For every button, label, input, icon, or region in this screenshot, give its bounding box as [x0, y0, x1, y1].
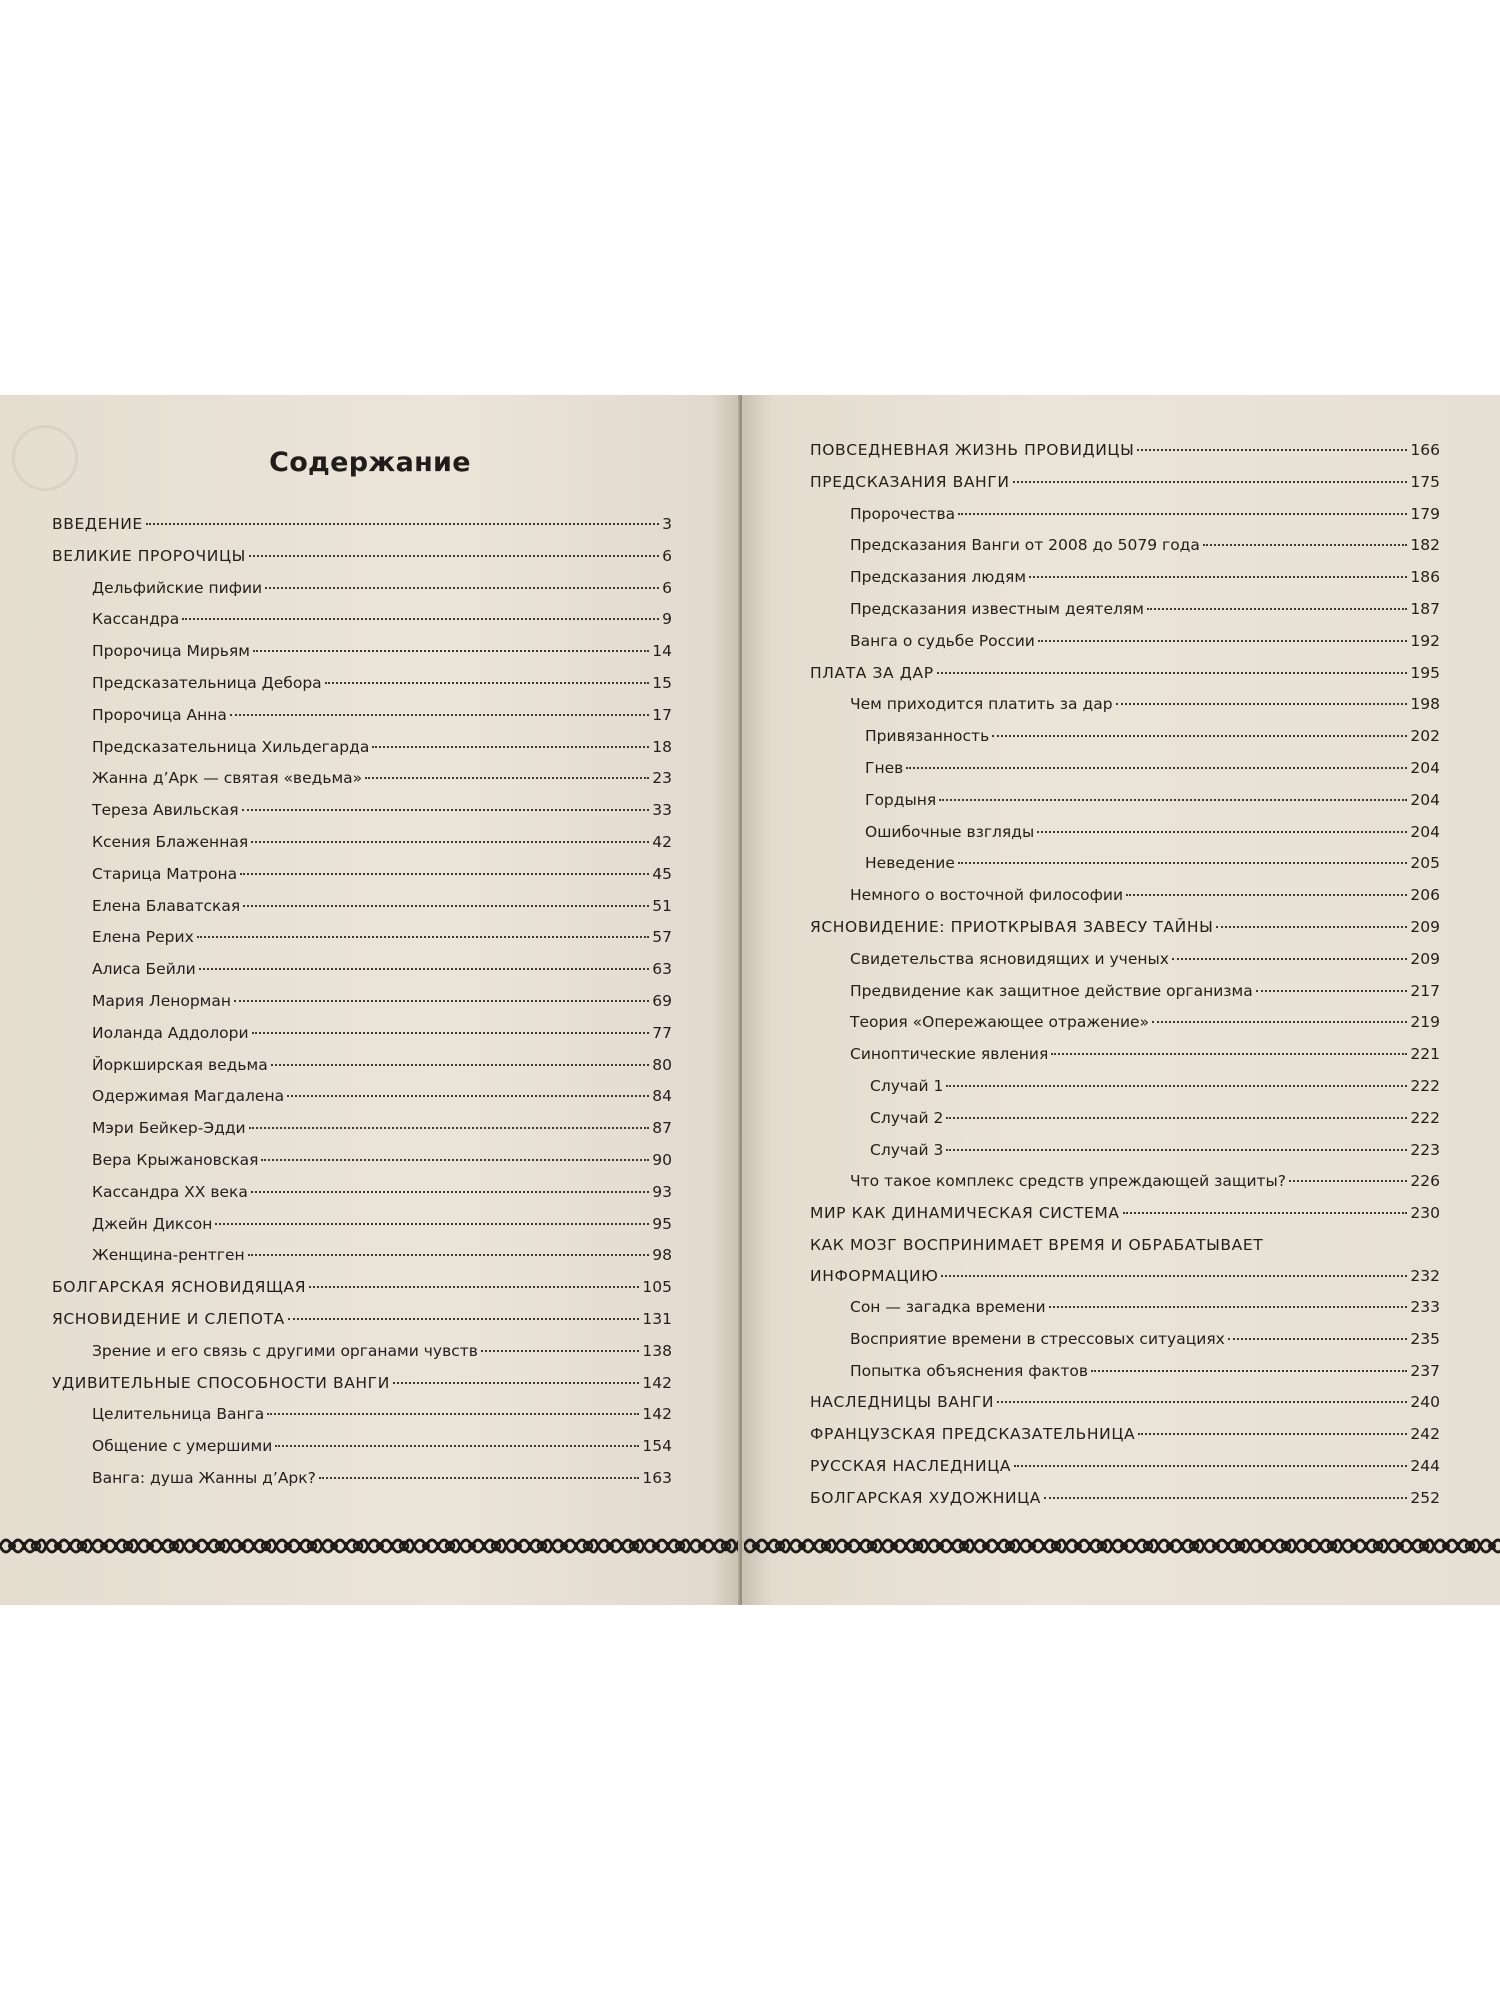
toc-entry-title: Восприятие времени в стрессовых ситуациях [850, 1329, 1225, 1348]
toc-entry [52, 573, 672, 605]
toc-entry [810, 721, 1440, 753]
toc-entry-page-number: 175 [1410, 472, 1440, 491]
leader-dots [1029, 576, 1407, 578]
left-page [0, 395, 740, 1605]
toc-entry [810, 689, 1440, 721]
toc-entry [52, 795, 672, 827]
leader-dots [946, 1117, 1407, 1119]
toc-entry-title: Иоланда Аддолори [92, 1023, 249, 1042]
toc-entry-page-number: 17 [652, 705, 672, 724]
toc-entry-title: ВВЕДЕНИЕ [52, 515, 143, 533]
toc-entry-page-number: 202 [1410, 727, 1440, 746]
leader-dots [146, 523, 659, 525]
leader-dots [252, 1032, 650, 1034]
toc-entry-title: Старица Матрона [92, 864, 238, 883]
toc-entry-title: Кассандра [92, 610, 180, 629]
toc-entry [52, 700, 672, 732]
toc-entry-page-number: 163 [642, 1468, 672, 1487]
page-title: Содержание [269, 447, 471, 478]
toc-entry-page-number: 98 [652, 1246, 672, 1265]
leader-dots [1147, 608, 1407, 610]
toc-entry [52, 1177, 672, 1209]
toc-entry-page-number: 230 [1410, 1204, 1440, 1223]
toc-entry-title: Жанна д’Арк — святая «ведьма» [92, 769, 363, 788]
toc-entry-title: ВЕЛИКИЕ ПРОРОЧИЦЫ [52, 546, 246, 565]
leader-dots [941, 1275, 1407, 1277]
toc-left-column [52, 509, 672, 1495]
toc-entry [810, 1039, 1440, 1071]
toc-entry-title: Вера Крыжановская [92, 1150, 259, 1169]
leader-dots [265, 587, 659, 589]
toc-entry [810, 848, 1440, 880]
toc-entry-title: Предсказания Ванги от 2008 до 5079 года [850, 536, 1200, 555]
leader-dots [249, 555, 659, 557]
toc-entry-page-number: 63 [652, 960, 672, 979]
leader-dots [1256, 990, 1408, 992]
toc-entry-title: Случай 2 [870, 1108, 944, 1127]
toc-entry [52, 1368, 672, 1400]
toc-entry-page-number: 209 [1410, 949, 1440, 968]
toc-entry-page-number: 209 [1410, 917, 1440, 936]
toc-entry-title: Целительница Ванга [92, 1405, 265, 1424]
toc-entry-title: Алиса Бейли [92, 960, 196, 979]
toc-entry-title: Свидетельства ясновидящих и ученых [850, 949, 1169, 968]
leader-dots [240, 873, 649, 875]
toc-entry [810, 912, 1440, 944]
toc-entry-title: Ксения Блаженная [92, 832, 249, 851]
toc-entry-title: ЯСНОВИДЕНИЕ: ПРИОТКРЫВАЯ ЗАВЕСУ ТАЙНЫ [810, 917, 1214, 936]
leader-dots [481, 1350, 640, 1352]
toc-entry-page-number: 237 [1410, 1361, 1440, 1380]
toc-entry-page-number: 252 [1410, 1488, 1440, 1507]
leader-dots [287, 1095, 649, 1097]
toc-entry-page-number: 206 [1410, 886, 1440, 905]
toc-entry-page-number: 204 [1410, 758, 1440, 777]
toc-entry [52, 1050, 672, 1082]
toc-entry [810, 1356, 1440, 1388]
toc-entry [810, 499, 1440, 531]
toc-entry [810, 530, 1440, 562]
leader-dots [365, 777, 649, 779]
leader-dots [939, 799, 1407, 801]
toc-right-column [810, 435, 1440, 1515]
leader-dots [1123, 1212, 1408, 1214]
leader-dots [288, 1318, 640, 1320]
toc-entry-page-number: 204 [1410, 790, 1440, 809]
toc-entry-title: НАСЛЕДНИЦЫ ВАНГИ [810, 1393, 995, 1412]
leader-dots [1038, 640, 1408, 642]
toc-entry-page-number: 182 [1410, 536, 1440, 555]
toc-entry [52, 1336, 672, 1368]
toc-entry-title: Мэри Бейкер-Эдди [92, 1119, 246, 1138]
leader-dots [1203, 544, 1408, 546]
toc-entry-title: ПОВСЕДНЕВНАЯ ЖИЗНЬ ПРОВИДИЦЫ [810, 441, 1135, 459]
leader-dots [234, 1000, 649, 1002]
toc-entry-page-number: 69 [652, 991, 672, 1010]
toc-entry-title: Предсказательница Дебора [92, 673, 322, 692]
leader-dots [1014, 1465, 1407, 1467]
toc-entry-page-number: 51 [652, 896, 672, 915]
toc-entry-title: Ванга о судьбе России [850, 631, 1035, 650]
leader-dots [319, 1477, 640, 1479]
toc-entry [810, 1483, 1440, 1515]
toc-entry-page-number: 223 [1410, 1140, 1440, 1159]
toc-entry-title: Тереза Авильская [92, 801, 239, 820]
toc-entry [810, 1324, 1440, 1356]
toc-entry-title: Теория «Опережающее отражение» [850, 1013, 1150, 1032]
leader-dots [992, 735, 1407, 737]
leader-dots [393, 1382, 639, 1384]
leader-dots [1044, 1497, 1407, 1499]
toc-entry-title: Чем приходится платить за дар [850, 695, 1113, 714]
toc-entry-title: Женщина-рентген [92, 1246, 245, 1265]
leader-dots [182, 618, 659, 620]
toc-entry-page-number: 15 [652, 673, 672, 692]
leader-dots [215, 1223, 649, 1225]
toc-entry-page-number: 217 [1410, 981, 1440, 1000]
toc-entry [810, 817, 1440, 849]
toc-entry-page-number: 219 [1410, 1013, 1440, 1032]
toc-entry-page-number: 205 [1410, 854, 1440, 873]
toc-entry-title: Кассандра XX века [92, 1182, 248, 1201]
toc-entry [810, 467, 1440, 499]
leader-dots [1138, 1433, 1407, 1435]
toc-entry [810, 626, 1440, 658]
toc-entry-page-number: 244 [1410, 1456, 1440, 1475]
toc-entry [810, 1387, 1440, 1419]
toc-entry [810, 785, 1440, 817]
leader-dots [1172, 958, 1408, 960]
ornamental-border-left [0, 1528, 738, 1564]
leader-dots [997, 1401, 1407, 1403]
toc-entry-page-number: 9 [662, 610, 672, 629]
toc-entry [810, 1135, 1440, 1167]
toc-entry-page-number: 42 [652, 832, 672, 851]
toc-entry [810, 1292, 1440, 1324]
toc-entry-page-number: 57 [652, 928, 672, 947]
toc-entry-page-number: 6 [662, 578, 672, 597]
leader-dots [251, 841, 649, 843]
leader-dots [958, 862, 1408, 864]
toc-entry-title: Привязанность [865, 727, 990, 746]
toc-entry [52, 668, 672, 700]
toc-entry-page-number: 179 [1410, 504, 1440, 523]
leader-dots [253, 650, 649, 652]
toc-entry-title: ПРЕДСКАЗАНИЯ ВАНГИ [810, 472, 1010, 491]
toc-entry-title-line1: КАК МОЗГ ВОСПРИНИМАЕТ ВРЕМЯ И ОБРАБАТЫВАЕТ [810, 1235, 1264, 1254]
leader-dots [1137, 449, 1407, 451]
toc-entry-title: ФРАНЦУЗСКАЯ ПРЕДСКАЗАТЕЛЬНИЦА [810, 1425, 1136, 1444]
ornamental-border-right [744, 1528, 1500, 1564]
toc-entry [810, 435, 1440, 467]
toc-entry-title: Одержимая Магдалена [92, 1087, 285, 1106]
toc-entry [52, 1431, 672, 1463]
toc-entry [810, 753, 1440, 785]
toc-entry [52, 1399, 672, 1431]
toc-entry-title: Что такое комплекс средств упреждающей защиты? [850, 1172, 1287, 1191]
toc-entry-title: Пророчества [850, 504, 956, 523]
toc-entry-page-number: 33 [652, 801, 672, 820]
leader-dots [1037, 831, 1407, 833]
toc-entry-page-number: 187 [1410, 599, 1440, 618]
toc-entry [52, 1272, 672, 1304]
leader-dots [1126, 894, 1407, 896]
toc-entry-title: Ванга: душа Жанны д’Арк? [92, 1468, 316, 1487]
toc-entry-page-number: 142 [642, 1405, 672, 1424]
toc-entry [52, 859, 672, 891]
toc-entry-title: Предсказательница Хильдегарда [92, 737, 370, 756]
leader-dots [1216, 926, 1407, 928]
leader-dots [1013, 481, 1408, 483]
toc-entry [52, 1240, 672, 1272]
toc-entry [810, 1007, 1440, 1039]
toc-entry-page-number: 166 [1410, 441, 1440, 459]
toc-entry [810, 594, 1440, 626]
toc-entry-page-number: 192 [1410, 631, 1440, 650]
toc-entry [810, 658, 1440, 690]
toc-entry-title: Синоптические явления [850, 1045, 1049, 1064]
leader-dots [197, 936, 650, 938]
toc-entry-page-number: 84 [652, 1087, 672, 1106]
leader-dots [230, 714, 649, 716]
toc-entry [52, 827, 672, 859]
toc-entry [52, 986, 672, 1018]
toc-entry-page-number: 131 [642, 1309, 672, 1328]
toc-entry [810, 1166, 1440, 1198]
toc-entry [810, 1419, 1440, 1451]
toc-entry-page-number: 240 [1410, 1393, 1440, 1412]
toc-entry-page-number: 242 [1410, 1425, 1440, 1444]
leader-dots [1091, 1370, 1407, 1372]
leader-dots [243, 905, 649, 907]
toc-entry [52, 1081, 672, 1113]
toc-entry-title: Пророчица Анна [92, 705, 227, 724]
toc-entry [52, 1304, 672, 1336]
toc-entry-title: ЯСНОВИДЕНИЕ И СЛЕПОТА [52, 1309, 285, 1328]
leader-dots [271, 1064, 650, 1066]
toc-entry [52, 1145, 672, 1177]
toc-entry-title: Предвидение как защитное действие организма [850, 981, 1253, 1000]
toc-entry-title: Общение с умершими [92, 1437, 273, 1456]
toc-entry-title: Джейн Диксон [92, 1214, 213, 1233]
toc-entry-title-line2: ИНФОРМАЦИЮ [810, 1266, 939, 1285]
toc-entry [52, 509, 672, 541]
leader-dots [248, 1254, 650, 1256]
toc-entry [52, 1463, 672, 1495]
leader-dots [199, 968, 650, 970]
toc-entry-page-number: 138 [642, 1341, 672, 1360]
toc-entry-page-number: 204 [1410, 822, 1440, 841]
toc-entry-page-number: 80 [652, 1055, 672, 1074]
leader-dots [275, 1445, 639, 1447]
leader-dots [958, 513, 1407, 515]
toc-entry-page-number: 235 [1410, 1329, 1440, 1348]
toc-entry-page-number: 226 [1410, 1172, 1440, 1191]
toc-entry-page-number: 105 [642, 1278, 672, 1297]
leader-dots [946, 1149, 1407, 1151]
toc-entry [810, 562, 1440, 594]
toc-entry [52, 922, 672, 954]
toc-entry-title: Немного о восточной философии [850, 886, 1124, 905]
leader-dots [372, 746, 649, 748]
toc-entry-title: МИР КАК ДИНАМИЧЕСКАЯ СИСТЕМА [810, 1204, 1120, 1223]
leader-dots [325, 682, 650, 684]
toc-entry-title: Йоркширская ведьма [92, 1055, 268, 1074]
toc-entry-title: БОЛГАРСКАЯ ХУДОЖНИЦА [810, 1488, 1041, 1507]
toc-entry-title: Предсказания людям [850, 568, 1027, 587]
leader-dots [251, 1191, 649, 1193]
toc-entry-page-number: 198 [1410, 695, 1440, 714]
toc-entry-title: Гнев [865, 758, 904, 777]
toc-entry-title: Случай 3 [870, 1140, 944, 1159]
toc-entry-page-number: 195 [1410, 663, 1440, 682]
toc-entry [52, 1113, 672, 1145]
toc-entry-title: Сон — загадка времени [850, 1297, 1046, 1316]
toc-entry-page-number: 87 [652, 1119, 672, 1138]
toc-entry-title: УДИВИТЕЛЬНЫЕ СПОСОБНОСТИ ВАНГИ [52, 1373, 390, 1392]
leader-dots [261, 1159, 649, 1161]
toc-entry-page-number: 3 [662, 515, 672, 533]
leader-dots [906, 767, 1407, 769]
toc-entry-title: РУССКАЯ НАСЛЕДНИЦА [810, 1456, 1012, 1475]
toc-entry-page-number: 233 [1410, 1297, 1440, 1316]
leader-dots [946, 1085, 1407, 1087]
toc-entry-page-number: 142 [642, 1373, 672, 1392]
toc-entry [52, 891, 672, 923]
book-spread [0, 395, 1500, 1605]
toc-entry [810, 880, 1440, 912]
leader-dots [242, 809, 650, 811]
leader-dots [1228, 1338, 1408, 1340]
toc-entry [810, 1198, 1440, 1230]
toc-entry-title: Дельфийские пифии [92, 578, 263, 597]
toc-entry-title: ПЛАТА ЗА ДАР [810, 663, 934, 682]
toc-entry [52, 636, 672, 668]
toc-entry-page-number: 23 [652, 769, 672, 788]
toc-entry [52, 954, 672, 986]
toc-entry-page-number: 90 [652, 1150, 672, 1169]
toc-entry-page-number: 93 [652, 1182, 672, 1201]
toc-entry-page-number: 186 [1410, 568, 1440, 587]
toc-entry-title: Попытка объяснения фактов [850, 1361, 1089, 1380]
toc-entry-title: Ошибочные взгляды [865, 822, 1035, 841]
toc-entry-page-number: 221 [1410, 1045, 1440, 1064]
toc-entry-title: Мария Ленорман [92, 991, 232, 1010]
toc-entry-page-number: 18 [652, 737, 672, 756]
toc-entry-page-number: 95 [652, 1214, 672, 1233]
toc-entry [52, 1209, 672, 1241]
toc-entry-title: Елена Рерих [92, 928, 194, 947]
toc-entry-multiline [810, 1230, 1440, 1292]
toc-entry [810, 1103, 1440, 1135]
leader-dots [267, 1413, 639, 1415]
toc-entry [810, 1071, 1440, 1103]
toc-entry [52, 541, 672, 573]
leader-dots [309, 1286, 639, 1288]
leader-dots [249, 1127, 650, 1129]
toc-entry [52, 763, 672, 795]
leader-dots [1051, 1053, 1407, 1055]
toc-entry-page-number: 77 [652, 1023, 672, 1042]
toc-entry-title: Зрение и его связь с другими органами чувств [92, 1341, 478, 1360]
toc-entry-title: Предсказания известным деятелям [850, 599, 1144, 618]
toc-entry-title: Неведение [865, 854, 955, 873]
toc-entry-title: Случай 1 [870, 1076, 944, 1095]
leader-dots [1049, 1306, 1408, 1308]
toc-entry-title: Елена Блаватская [92, 896, 241, 915]
toc-entry-page-number: 222 [1410, 1108, 1440, 1127]
toc-entry-title: Пророчица Мирьям [92, 642, 250, 661]
toc-entry-page-number: 14 [652, 642, 672, 661]
toc-entry [52, 1018, 672, 1050]
toc-entry-page-number: 45 [652, 864, 672, 883]
leader-dots [937, 672, 1408, 674]
toc-entry-title: Гордыня [865, 790, 937, 809]
toc-entry [52, 732, 672, 764]
toc-entry [810, 976, 1440, 1008]
toc-entry-page-number: 222 [1410, 1076, 1440, 1095]
leader-dots [1289, 1180, 1407, 1182]
toc-entry [810, 944, 1440, 976]
toc-entry-page-number: 154 [642, 1437, 672, 1456]
leader-dots [1152, 1021, 1407, 1023]
leader-dots [1116, 703, 1408, 705]
toc-entry-title: БОЛГАРСКАЯ ЯСНОВИДЯЩАЯ [52, 1278, 307, 1297]
toc-entry [810, 1451, 1440, 1483]
toc-entry-page-number: 232 [1410, 1266, 1440, 1285]
toc-entry [52, 604, 672, 636]
toc-entry-page-number: 6 [662, 546, 672, 565]
